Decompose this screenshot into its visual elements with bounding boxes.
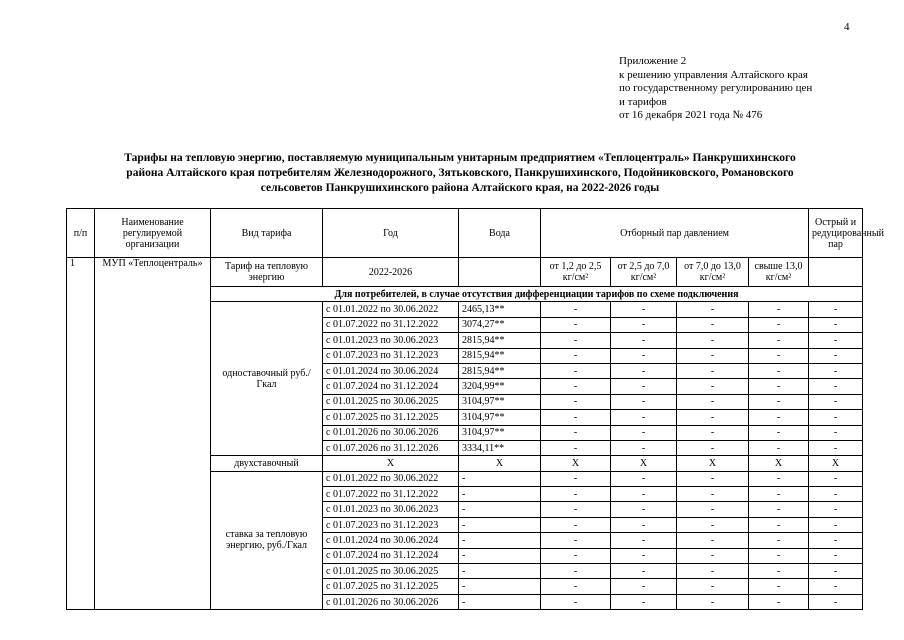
dash-cell: - bbox=[541, 594, 611, 609]
dash-cell: - bbox=[809, 440, 863, 455]
water-value: 2465,13** bbox=[459, 302, 541, 317]
period-cell: с 01.01.2024 по 30.06.2024 bbox=[323, 363, 459, 378]
dash-cell: - bbox=[809, 487, 863, 502]
dash-cell: - bbox=[541, 302, 611, 317]
dash-cell: - bbox=[809, 363, 863, 378]
header-year: Год bbox=[323, 209, 459, 258]
steam-col-1: от 1,2 до 2,5 кг/см² bbox=[541, 258, 611, 287]
period-cell: с 01.07.2024 по 31.12.2024 bbox=[323, 379, 459, 394]
period-cell: с 01.07.2026 по 31.12.2026 bbox=[323, 440, 459, 455]
water-value: 2815,94** bbox=[459, 348, 541, 363]
period-cell: с 01.07.2023 по 31.12.2023 bbox=[323, 517, 459, 532]
dash-cell: - bbox=[677, 379, 749, 394]
header-sharp-steam: Острый и редуцированный пар bbox=[809, 209, 863, 258]
water-value: 3104,97** bbox=[459, 394, 541, 409]
dash-cell: - bbox=[749, 502, 809, 517]
header-tariff-type: Вид тарифа bbox=[211, 209, 323, 258]
dash-cell: - bbox=[809, 425, 863, 440]
dash-cell: - bbox=[541, 533, 611, 548]
table-header-row bbox=[67, 209, 863, 258]
dash-cell: - bbox=[749, 487, 809, 502]
x-mark-cell: Х bbox=[459, 456, 541, 471]
dash-cell: - bbox=[809, 502, 863, 517]
dash-cell: - bbox=[611, 517, 677, 532]
dash-cell: - bbox=[611, 348, 677, 363]
dash-cell: - bbox=[677, 579, 749, 594]
dash-cell: - bbox=[809, 564, 863, 579]
water-value: 3334,11** bbox=[459, 440, 541, 455]
row-number: 1 bbox=[67, 258, 95, 610]
dash-cell: - bbox=[809, 517, 863, 532]
dash-cell: - bbox=[749, 533, 809, 548]
dash-cell: - bbox=[541, 333, 611, 348]
dash-cell: - bbox=[809, 394, 863, 409]
water-value: - bbox=[459, 517, 541, 532]
water-value: 3204,99** bbox=[459, 379, 541, 394]
dash-cell: - bbox=[677, 302, 749, 317]
dash-cell: - bbox=[677, 317, 749, 332]
water-value: - bbox=[459, 548, 541, 563]
appendix-line: от 16 декабря 2021 года № 476 bbox=[619, 109, 763, 121]
appendix-line: по государственному регулированию цен bbox=[619, 82, 813, 94]
x-mark-cell: Х bbox=[677, 456, 749, 471]
period-cell: с 01.01.2024 по 30.06.2024 bbox=[323, 533, 459, 548]
x-mark-cell: Х bbox=[611, 456, 677, 471]
dash-cell: - bbox=[749, 302, 809, 317]
dash-cell: - bbox=[809, 317, 863, 332]
dash-cell: - bbox=[749, 348, 809, 363]
appendix-line: Приложение 2 bbox=[619, 55, 687, 67]
steam-col-2: от 2,5 до 7,0 кг/см² bbox=[611, 258, 677, 287]
section-label: Для потребителей, в случае отсутствия дифференциации тарифов по схеме подключения bbox=[211, 287, 863, 302]
heat-rate-label: ставка за тепловую энергию, руб./Гкал bbox=[211, 471, 323, 610]
period-cell: с 01.01.2023 по 30.06.2023 bbox=[323, 333, 459, 348]
dash-cell: - bbox=[677, 487, 749, 502]
title-line: Тарифы на тепловую энергию, поставляемую муниципальным унитарным предприятием «Теплоцентраль» Панкрушихинского bbox=[124, 152, 796, 164]
dash-cell: - bbox=[809, 471, 863, 486]
tariff-table bbox=[66, 208, 884, 610]
dash-cell: - bbox=[809, 594, 863, 609]
dash-cell: - bbox=[677, 440, 749, 455]
steam-col-4: свыше 13,0 кг/см² bbox=[749, 258, 809, 287]
dash-cell: - bbox=[809, 533, 863, 548]
dash-cell: - bbox=[809, 348, 863, 363]
dash-cell: - bbox=[809, 410, 863, 425]
dash-cell: - bbox=[541, 502, 611, 517]
title-line: сельсоветов Панкрушихинского района Алтайского края, на 2022-2026 годы bbox=[260, 182, 660, 194]
water-value: - bbox=[459, 533, 541, 548]
water-value: 3074,27** bbox=[459, 317, 541, 332]
period-cell: с 01.07.2022 по 31.12.2022 bbox=[323, 317, 459, 332]
tariff-name: Тариф на тепловую энергию bbox=[211, 258, 323, 287]
x-mark-cell: Х bbox=[809, 456, 863, 471]
period-cell: с 01.07.2024 по 31.12.2024 bbox=[323, 548, 459, 563]
table-row bbox=[67, 258, 863, 287]
dash-cell: - bbox=[677, 517, 749, 532]
dash-cell: - bbox=[677, 425, 749, 440]
period-cell: с 01.07.2025 по 31.12.2025 bbox=[323, 410, 459, 425]
dash-cell: - bbox=[749, 333, 809, 348]
dash-cell: - bbox=[611, 471, 677, 486]
appendix-block bbox=[619, 55, 812, 123]
dash-cell: - bbox=[611, 487, 677, 502]
dash-cell: - bbox=[749, 579, 809, 594]
dash-cell: - bbox=[809, 302, 863, 317]
dash-cell: - bbox=[611, 333, 677, 348]
dash-cell: - bbox=[541, 579, 611, 594]
dash-cell: - bbox=[677, 564, 749, 579]
dash-cell: - bbox=[749, 440, 809, 455]
water-value: - bbox=[459, 502, 541, 517]
dash-cell: - bbox=[677, 594, 749, 609]
dash-cell: - bbox=[541, 471, 611, 486]
page-number: 4 bbox=[844, 21, 850, 33]
dash-cell: - bbox=[541, 363, 611, 378]
dash-cell: - bbox=[749, 548, 809, 563]
dash-cell: - bbox=[611, 379, 677, 394]
dash-cell: - bbox=[541, 410, 611, 425]
dash-cell: - bbox=[541, 564, 611, 579]
years-range: 2022-2026 bbox=[323, 258, 459, 287]
dash-cell: - bbox=[749, 379, 809, 394]
dash-cell: - bbox=[611, 502, 677, 517]
period-cell: с 01.01.2025 по 30.06.2025 bbox=[323, 564, 459, 579]
one-part-label: одноставочный руб./Гкал bbox=[211, 302, 323, 456]
org-name: МУП «Теплоцентраль» bbox=[95, 258, 211, 610]
period-cell: с 01.01.2026 по 30.06.2026 bbox=[323, 425, 459, 440]
dash-cell: - bbox=[611, 363, 677, 378]
water-value: - bbox=[459, 594, 541, 609]
appendix-line: к решению управления Алтайского края bbox=[619, 68, 808, 81]
dash-cell: - bbox=[611, 302, 677, 317]
dash-cell: - bbox=[677, 533, 749, 548]
dash-cell: - bbox=[611, 394, 677, 409]
sharp-steam-cell bbox=[809, 258, 863, 287]
dash-cell: - bbox=[541, 394, 611, 409]
dash-cell: - bbox=[809, 379, 863, 394]
dash-cell: - bbox=[541, 517, 611, 532]
dash-cell: - bbox=[611, 440, 677, 455]
dash-cell: - bbox=[809, 333, 863, 348]
x-mark-cell: Х bbox=[749, 456, 809, 471]
dash-cell: - bbox=[809, 548, 863, 563]
dash-cell: - bbox=[541, 548, 611, 563]
water-value: - bbox=[459, 579, 541, 594]
dash-cell: - bbox=[677, 394, 749, 409]
water-value: 2815,94** bbox=[459, 333, 541, 348]
water-value: - bbox=[459, 487, 541, 502]
dash-cell: - bbox=[611, 533, 677, 548]
dash-cell: - bbox=[541, 440, 611, 455]
dash-cell: - bbox=[541, 348, 611, 363]
dash-cell: - bbox=[677, 548, 749, 563]
document-title bbox=[60, 151, 860, 196]
dash-cell: - bbox=[749, 410, 809, 425]
dash-cell: - bbox=[611, 579, 677, 594]
steam-col-3: от 7,0 до 13,0 кг/см² bbox=[677, 258, 749, 287]
header-num: п/п bbox=[67, 209, 95, 258]
dash-cell: - bbox=[749, 564, 809, 579]
dash-cell: - bbox=[677, 502, 749, 517]
water-value: - bbox=[459, 471, 541, 486]
dash-cell: - bbox=[749, 425, 809, 440]
water-value: - bbox=[459, 564, 541, 579]
title-line: района Алтайского края потребителям Железнодорожного, Зятьковского, Панкрушихинского, Подойниковского, Романовского bbox=[126, 167, 794, 179]
period-cell: с 01.01.2022 по 30.06.2022 bbox=[323, 471, 459, 486]
dash-cell: - bbox=[749, 471, 809, 486]
two-part-label: двухставочный bbox=[211, 456, 323, 471]
dash-cell: - bbox=[611, 564, 677, 579]
dash-cell: - bbox=[611, 594, 677, 609]
water-value: 2815,94** bbox=[459, 363, 541, 378]
dash-cell: - bbox=[749, 394, 809, 409]
period-cell: с 01.01.2023 по 30.06.2023 bbox=[323, 502, 459, 517]
dash-cell: - bbox=[677, 471, 749, 486]
appendix-line: и тарифов bbox=[619, 95, 667, 108]
period-cell: с 01.07.2025 по 31.12.2025 bbox=[323, 579, 459, 594]
water-cell bbox=[459, 258, 541, 287]
dash-cell: - bbox=[611, 317, 677, 332]
period-cell: с 01.01.2026 по 30.06.2026 bbox=[323, 594, 459, 609]
dash-cell: - bbox=[677, 348, 749, 363]
header-steam: Отборный пар давлением bbox=[541, 209, 809, 258]
dash-cell: - bbox=[677, 333, 749, 348]
dash-cell: - bbox=[611, 425, 677, 440]
period-cell: с 01.07.2022 по 31.12.2022 bbox=[323, 487, 459, 502]
period-cell: с 01.01.2025 по 30.06.2025 bbox=[323, 394, 459, 409]
header-org: Наименование регулируемой организации bbox=[95, 209, 211, 258]
dash-cell: - bbox=[749, 594, 809, 609]
water-value: 3104,97** bbox=[459, 410, 541, 425]
dash-cell: - bbox=[809, 579, 863, 594]
period-cell: с 01.07.2023 по 31.12.2023 bbox=[323, 348, 459, 363]
dash-cell: - bbox=[677, 410, 749, 425]
dash-cell: - bbox=[541, 379, 611, 394]
dash-cell: - bbox=[749, 363, 809, 378]
header-water: Вода bbox=[459, 209, 541, 258]
dash-cell: - bbox=[541, 487, 611, 502]
dash-cell: - bbox=[541, 317, 611, 332]
dash-cell: - bbox=[677, 363, 749, 378]
dash-cell: - bbox=[611, 548, 677, 563]
dash-cell: - bbox=[541, 425, 611, 440]
x-mark-cell: Х bbox=[323, 456, 459, 471]
dash-cell: - bbox=[611, 410, 677, 425]
water-value: 3104,97** bbox=[459, 425, 541, 440]
x-mark-cell: Х bbox=[541, 456, 611, 471]
period-cell: с 01.01.2022 по 30.06.2022 bbox=[323, 302, 459, 317]
dash-cell: - bbox=[749, 317, 809, 332]
dash-cell: - bbox=[749, 517, 809, 532]
